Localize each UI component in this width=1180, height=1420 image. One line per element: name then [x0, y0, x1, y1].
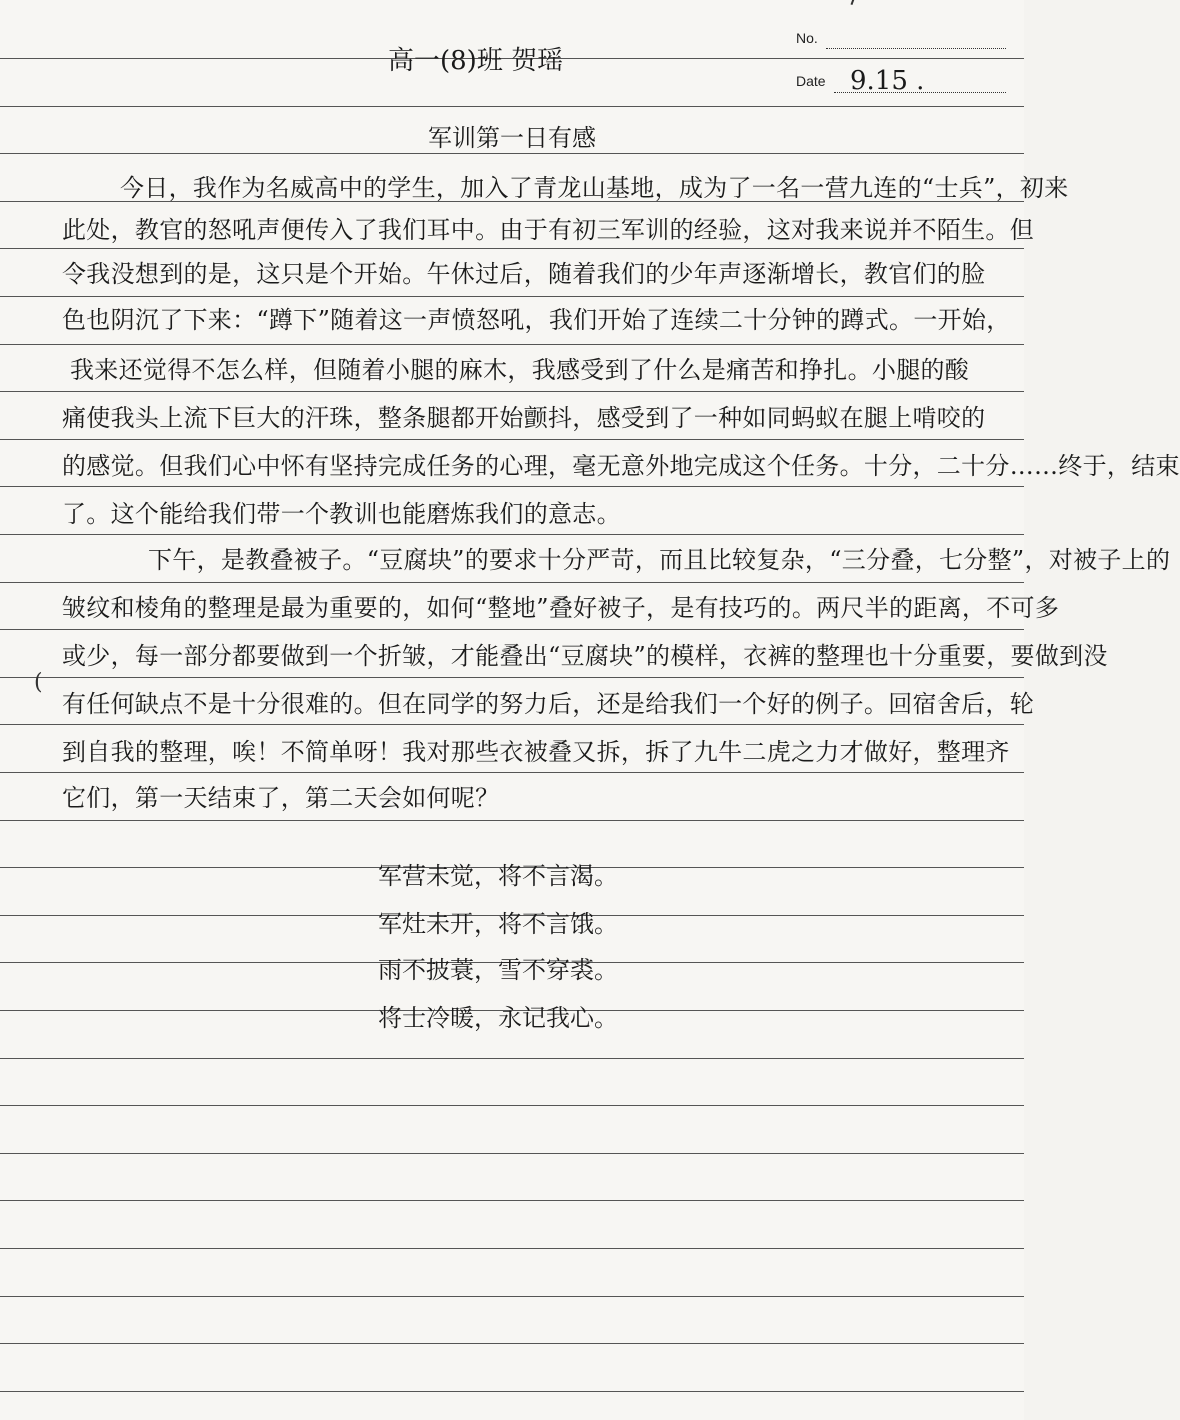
paragraph-1-line: 此处，教官的怒吼声便传入了我们耳中。由于有初三军训的经验，这对我来说并不陌生。但: [62, 216, 1034, 244]
poem-line: 军灶未开，将不言饿。: [378, 910, 618, 938]
ruled-line: [0, 1105, 1024, 1106]
paragraph-1-line: 色也阴沉了下来：“蹲下”随着这一声愤怒吼，我们开始了连续二十分钟的蹲式。一开始，: [62, 306, 1011, 334]
no-label: No.: [796, 30, 818, 46]
poem-line: 将士冷暖，永记我心。: [378, 1004, 618, 1032]
paragraph-2-line: 有任何缺点不是十分很难的。但在同学的努力后，还是给我们一个好的例子。回宿舍后，轮: [62, 690, 1034, 718]
poem-line: 雨不披蓑，雪不穿裘。: [378, 956, 618, 984]
paragraph-2-line: 下午，是教叠被子。“豆腐块”的要求十分严苛，而且比较复杂，“三分叠，七分整”，对被子上的: [148, 546, 1171, 574]
paragraph-2-line: 或少，每一部分都要做到一个折皱，才能叠出“豆腐块”的模样，衣裤的整理也十分重要，要做到没: [62, 642, 1108, 670]
ruled-line: [0, 1200, 1024, 1201]
margin-bracket-mark: (: [34, 670, 43, 695]
ruled-line: [0, 772, 1024, 773]
paragraph-2-line: 到自我的整理，唉！不简单呀！我对那些衣被叠又拆，拆了九牛二虎之力才做好，整理齐: [62, 738, 1010, 766]
ruled-line: [0, 534, 1024, 535]
date-value: 9.15 .: [850, 66, 925, 96]
essay-title: 军训第一日有感: [428, 124, 596, 152]
paragraph-1-line: 了。这个能给我们带一个教训也能磨炼我们的意志。: [62, 500, 621, 528]
ruled-line: [0, 1153, 1024, 1154]
notebook-title: 高一(8)班 贺瑶: [388, 46, 564, 76]
ruled-line: [0, 724, 1024, 725]
ruled-line: [0, 248, 1024, 249]
paragraph-1-line: 痛使我头上流下巨大的汗珠，整条腿都开始颤抖，感受到了一种如同蚂蚁在腿上啃咬的: [62, 404, 986, 432]
ruled-line: [0, 1248, 1024, 1249]
paragraph-1-line: 我来还觉得不怎么样，但随着小腿的麻木，我感受到了什么是痛苦和挣扎。小腿的酸: [70, 356, 970, 384]
ruled-line: [0, 1296, 1024, 1297]
ruled-line: [0, 106, 1024, 107]
poem-line: 军营未觉，将不言渴。: [378, 862, 618, 890]
paragraph-2-line: 它们，第一天结束了，第二天会如何呢？: [62, 784, 500, 812]
paragraph-1-line: 令我没想到的是，这只是个开始。午休过后，随着我们的少年声逐渐增长，教官们的脸: [62, 260, 986, 288]
ruled-line: [0, 1391, 1024, 1392]
date-label: Date: [796, 73, 826, 89]
edge-pen-mark: [851, 0, 862, 7]
ruled-line: [0, 439, 1024, 440]
paragraph-1-line: 今日，我作为名威高中的学生，加入了青龙山基地，成为了一名一营九连的“士兵”，初来: [120, 174, 1069, 202]
ruled-line: [0, 677, 1024, 678]
ruled-line: [0, 1058, 1024, 1059]
ruled-line: [0, 1343, 1024, 1344]
ruled-line: [0, 629, 1024, 630]
ruled-line: [0, 344, 1024, 345]
paragraph-1-line: 的感觉。但我们心中怀有坚持完成任务的心理，毫无意外地完成这个任务。十分，二十分……终于，结束: [62, 452, 1180, 480]
ruled-line: [0, 296, 1024, 297]
ruled-line: [0, 153, 1024, 154]
no-dotted-line: [826, 48, 1006, 49]
ruled-line: [0, 820, 1024, 821]
paragraph-2-line: 皱纹和棱角的整理是最为重要的，如何“整地”叠好被子，是有技巧的。两尺半的距离，不可多: [62, 594, 1060, 622]
ruled-line: [0, 486, 1024, 487]
ruled-line: [0, 582, 1024, 583]
ruled-line: [0, 391, 1024, 392]
